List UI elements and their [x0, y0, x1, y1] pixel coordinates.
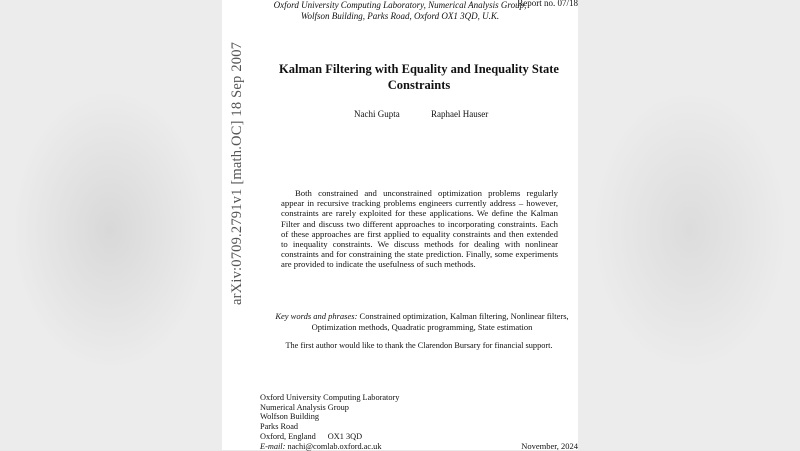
abstract-text: Both constrained and unconstrained optimization problems regularly appear in recursive tracking problems engineers currently address – however, constraints are rarely exploited for these applications. We define the Kalman Filter and discuss two different approaches to incorporating constraints. Each of these approaches are first applied to equality constraints and then extended to inequality constraints. We discuss methods for dealing with nonlinear constraints and for constraining the state prediction. Finally, some experiments are provided to indicate the usefulness of such methods.: [281, 188, 558, 270]
email-address: nachi@comlab.oxford.ac.uk: [287, 441, 382, 451]
address-line-4: Parks Road: [260, 422, 299, 432]
acknowledgement: The first author would like to thank the Clarendon Bursary for financial support.: [285, 341, 553, 350]
title-line-2: Constraints: [387, 78, 451, 92]
address-line-1: Oxford University Computing Laboratory: [260, 393, 400, 402]
postal-address: [260, 393, 399, 451]
keywords-line-2: Optimization methods, Quadratic programming, State estimation: [311, 321, 533, 332]
publication-date: November, 2024: [521, 441, 578, 451]
keywords: [262, 311, 582, 332]
address-city: Oxford, England: [260, 431, 316, 441]
affiliation-line-2: Wolfson Building, Parks Road, Oxford OX1 3QD, U.K.: [300, 11, 500, 21]
title-line-1: Kalman Filtering with Equality and Inequality State: [279, 62, 559, 76]
keywords-line-1: Constrained optimization, Kalman filtering, Nonlinear filters,: [359, 311, 569, 321]
affiliation-line-1: Oxford University Computing Laboratory, Numerical Analysis Group,: [273, 0, 527, 10]
arxiv-stamp: arXiv:0709.2791v1 [math.OC] 18 Sep 2007: [229, 41, 245, 305]
address-line-3: Wolfson Building: [260, 412, 320, 422]
abstract: [281, 188, 558, 270]
author-2: Raphael Hauser: [431, 109, 489, 119]
keywords-label: Key words and phrases:: [275, 311, 358, 321]
report-number: Report no. 07/18: [517, 0, 578, 8]
paper-title: [222, 61, 616, 93]
address-postcode: OX1 3QD: [327, 431, 363, 441]
author-1: Nachi Gupta: [354, 109, 400, 119]
address-line-2: Numerical Analysis Group: [260, 402, 349, 412]
email-label: E-mail:: [260, 441, 286, 451]
